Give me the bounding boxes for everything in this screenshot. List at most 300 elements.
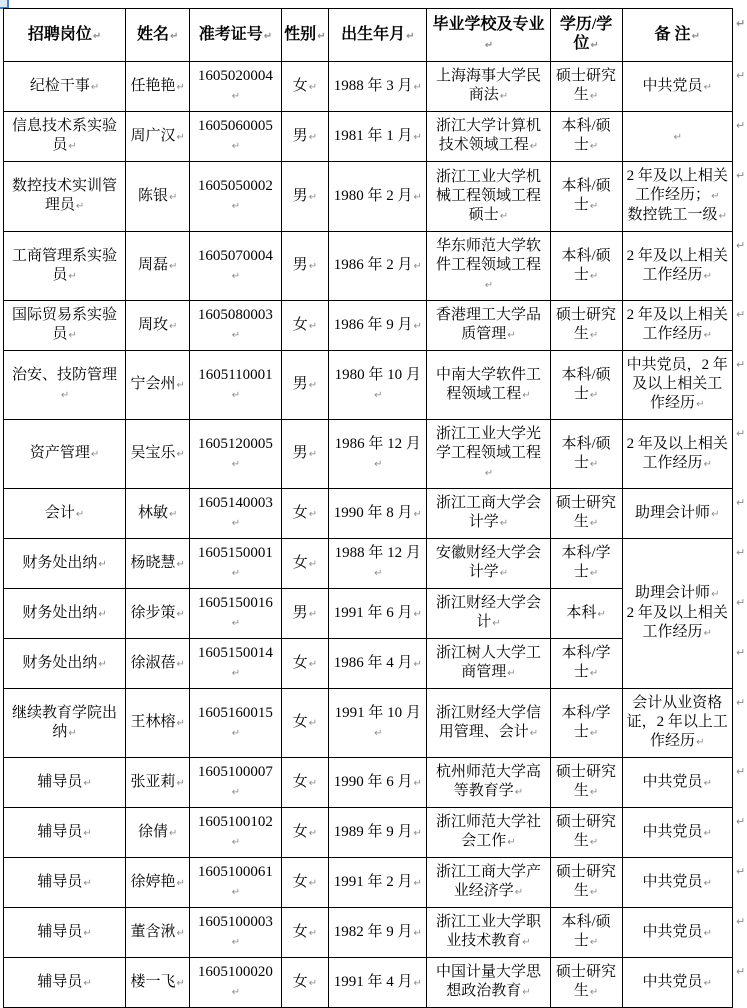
paragraph-mark: ↵ (308, 877, 318, 889)
row-end-mark: ↵ (735, 645, 746, 659)
row-end-mark: ↵ (735, 16, 746, 30)
paragraph-mark: ↵ (413, 261, 422, 272)
cell-ticket: 1605160015↵ (190, 689, 281, 758)
cell-birth: 1991 年 4 月↵ (329, 958, 427, 1008)
cell-ticket: 1605140003↵ (190, 489, 281, 539)
paragraph-mark: ↵ (308, 380, 318, 391)
cell-birth: 1990 年 8 月↵ (329, 489, 427, 539)
paragraph-mark: ↵ (308, 558, 318, 570)
paragraph-mark: ↵ (83, 877, 92, 889)
cell-gender: 女↵ (281, 639, 328, 689)
row-end-mark: ↵ (735, 545, 746, 559)
cell-note: 助理会计师↵ 2 年及以上相关工作经历↵ (622, 539, 732, 689)
paragraph-mark: ↵ (711, 191, 720, 202)
paragraph-mark: ↵ (374, 389, 383, 401)
cell-school: 浙江工商大学会计学↵ (427, 489, 550, 539)
cell-note: 2 年及以上相关工作经历↵ (622, 232, 732, 301)
cell-ticket: 1605150014↵ (190, 639, 281, 689)
cell-degree: 本科/硕士↵ (550, 112, 622, 162)
paragraph-mark: ↵ (168, 508, 178, 520)
column-header-7: 备 注↵ (622, 9, 732, 62)
cell-school: 浙江师范大学社会工作↵ (427, 808, 550, 858)
row-end-mark: ↵ (735, 68, 746, 82)
cell-degree: 硕士研究生↵ (550, 758, 622, 808)
paragraph-mark: ↵ (589, 987, 599, 998)
cell-ticket: 1605080003↵ (190, 301, 281, 351)
cell-note: 中共党员↵ (622, 908, 732, 958)
paragraph-mark: ↵ (589, 389, 599, 401)
paragraph-mark: ↵ (231, 141, 241, 152)
paragraph-mark: ↵ (413, 777, 422, 789)
cell-birth: 1981 年 1 月↵ (329, 112, 427, 162)
paragraph-mark: ↵ (168, 191, 178, 203)
cell-ticket: 1605050002↵ (190, 162, 281, 232)
column-header-3: 性别↵ (281, 9, 328, 62)
paragraph-mark: ↵ (413, 508, 422, 520)
cell-birth: 1989 年 9 月↵ (329, 808, 427, 858)
cell-name: 徐淑蓓↵ (126, 639, 190, 689)
cell-degree: 硕士研究生↵ (550, 808, 622, 858)
paragraph-mark: ↵ (231, 937, 241, 948)
cell-school: 中国计量大学思想政治教育↵ (427, 958, 550, 1008)
row-end-mark: ↵ (735, 168, 746, 182)
row-end-mark: ↵ (735, 238, 746, 252)
cell-degree: 硕士研究生↵ (550, 858, 622, 908)
cell-position: 财务处出纳↵ (4, 639, 126, 689)
cell-school: 上海海事大学民商法↵ (427, 62, 550, 112)
paragraph-mark: ↵ (499, 210, 509, 222)
paragraph-mark: ↵ (703, 977, 712, 989)
paragraph-mark: ↵ (176, 608, 185, 620)
paragraph-mark: ↵ (231, 618, 241, 629)
cell-position: 辅导员↵ (4, 808, 126, 858)
paragraph-mark: ↵ (413, 191, 422, 203)
paragraph-mark: ↵ (484, 40, 494, 51)
cell-name: 陈银↵ (126, 162, 190, 232)
cell-position: 信息技术系实验员↵ (4, 112, 126, 162)
paragraph-mark: ↵ (703, 330, 712, 341)
recruitment-table (3, 8, 747, 1008)
column-header-1: 姓名↵ (126, 9, 190, 62)
table-row (4, 232, 747, 301)
paragraph-mark: ↵ (711, 589, 720, 600)
row-end-mark: ↵ (735, 964, 746, 978)
paragraph-mark: ↵ (589, 887, 599, 898)
cell-gender: 男↵ (281, 232, 328, 301)
paragraph-mark: ↵ (413, 320, 422, 332)
cell-note: 中共党员↵ (622, 62, 732, 112)
paragraph-mark: ↵ (176, 777, 185, 789)
cell-name: 吴宝乐↵ (126, 420, 190, 489)
cell-school: 华东师范大学软件工程领域工程↵ (427, 232, 550, 301)
cell-note: 2 年及以上相关工作经历↵ (622, 420, 732, 489)
cell-note: 助理会计师↵ (622, 489, 732, 539)
cell-gender: 女↵ (281, 758, 328, 808)
cell-note (622, 112, 732, 162)
paragraph-mark: ↵ (231, 458, 241, 470)
cell-school: 浙江工业大学光学工程领域工程↵ (427, 420, 550, 489)
cell-birth: 1986 年 12 月↵ (329, 420, 427, 489)
cell-birth: 1980 年 10 月↵ (329, 351, 427, 420)
cell-position: 纪检干事↵ (4, 62, 126, 112)
cell-degree: 本科↵ (550, 589, 622, 639)
paragraph-mark: ↵ (499, 91, 509, 102)
paragraph-mark: ↵ (176, 449, 185, 460)
row-end-mark: ↵ (735, 307, 746, 321)
paragraph-mark: ↵ (374, 727, 383, 739)
paragraph-mark: ↵ (374, 458, 383, 470)
cell-birth: 1991 年 6 月↵ (329, 589, 427, 639)
paragraph-mark: ↵ (589, 727, 599, 739)
paragraph-mark: ↵ (711, 508, 720, 520)
cell-degree: 硕士研究生↵ (550, 62, 622, 112)
cell-gender: 女↵ (281, 808, 328, 858)
cell-name: 杨晓慧↵ (126, 539, 190, 589)
paragraph-mark: ↵ (231, 887, 241, 898)
table-row (4, 162, 747, 232)
cell-ticket: 1605100061↵ (190, 858, 281, 908)
paragraph-mark: ↵ (308, 191, 318, 203)
table-row (4, 112, 747, 162)
cell-school: 浙江财经大学信用管理、会计↵ (427, 689, 550, 758)
paragraph-mark: ↵ (522, 987, 531, 998)
cell-note: 2 年及以上相关工作经历；↵ 数控铣工一级↵ (622, 162, 732, 232)
cell-ticket: 1605150001↵ (190, 539, 281, 589)
paragraph-mark: ↵ (308, 81, 318, 93)
row-end-mark: ↵ (735, 357, 746, 371)
cell-school: 浙江工业大学机械工程领域工程硕士↵ (427, 162, 550, 232)
paragraph-mark: ↵ (406, 30, 415, 42)
cell-ticket: 1605100007↵ (190, 758, 281, 808)
row-end-mark: ↵ (735, 595, 746, 609)
cell-gender: 女↵ (281, 489, 328, 539)
row-end-mark: ↵ (735, 695, 746, 709)
cell-degree: 硕士研究生↵ (550, 301, 622, 351)
paragraph-mark: ↵ (231, 727, 241, 739)
cell-note: 中共党员↵ (622, 858, 732, 908)
paragraph-mark: ↵ (308, 320, 318, 332)
cell-name: 任艳艳↵ (126, 62, 190, 112)
paragraph-mark: ↵ (589, 330, 599, 341)
paragraph-mark: ↵ (529, 727, 539, 739)
paragraph-mark: ↵ (231, 787, 241, 798)
paragraph-mark: ↵ (169, 30, 179, 42)
paragraph-mark: ↵ (308, 449, 318, 460)
paragraph-mark: ↵ (68, 141, 77, 152)
table-row (4, 301, 747, 351)
paragraph-mark: ↵ (703, 927, 712, 939)
cell-birth: 1986 年 9 月↵ (329, 301, 427, 351)
cell-position: 会计↵ (4, 489, 126, 539)
paragraph-mark: ↵ (176, 977, 185, 989)
paragraph-mark: ↵ (308, 658, 318, 670)
paragraph-mark: ↵ (98, 558, 107, 570)
cell-name: 张亚莉↵ (126, 758, 190, 808)
row-end-mark: ↵ (735, 118, 746, 132)
cell-gender: 女↵ (281, 689, 328, 758)
cell-school: 浙江大学计算机技术领域工程↵ (427, 112, 550, 162)
paragraph-mark: ↵ (176, 81, 185, 93)
cell-birth: 1991 年 10 月↵ (329, 689, 427, 758)
table-body (4, 62, 747, 1008)
column-header-2: 准考证号↵ (190, 9, 281, 62)
paragraph-mark: ↵ (413, 927, 422, 939)
paragraph-mark: ↵ (703, 458, 712, 470)
cell-ticket: 1605100020↵ (190, 958, 281, 1008)
paragraph-mark: ↵ (68, 330, 77, 341)
cell-degree: 硕士研究生↵ (550, 489, 622, 539)
paragraph-mark: ↵ (92, 30, 102, 42)
paragraph-mark: ↵ (308, 718, 318, 729)
cell-name: 宁会州↵ (126, 351, 190, 420)
paragraph-mark: ↵ (231, 389, 241, 401)
table-row (4, 539, 747, 589)
paragraph-mark: ↵ (703, 81, 712, 93)
cell-school: 杭州师范大学高等教育学↵ (427, 758, 550, 808)
column-header-4: 出生年月↵ (329, 9, 427, 62)
cell-ticket: 1605020004↵ (190, 62, 281, 112)
cell-ticket: 1605100102↵ (190, 808, 281, 858)
row-end-mark: ↵ (735, 426, 746, 440)
paragraph-mark: ↵ (176, 658, 185, 670)
cell-ticket: 1605150016↵ (190, 589, 281, 639)
paragraph-mark: ↵ (168, 827, 178, 839)
cell-position: 辅导员↵ (4, 958, 126, 1008)
cell-degree: 本科/硕士↵ (550, 420, 622, 489)
cell-name: 徐倩↵ (126, 808, 190, 858)
cell-ticket: 1605110001↵ (190, 351, 281, 420)
cell-school: 香港理工大学品质管理↵ (427, 301, 550, 351)
paragraph-mark: ↵ (75, 508, 85, 520)
paragraph-mark: ↵ (176, 380, 185, 391)
paragraph-mark: ↵ (589, 91, 599, 102)
cell-position: 辅导员↵ (4, 858, 126, 908)
paragraph-mark: ↵ (231, 837, 241, 848)
cell-gender: 女↵ (281, 908, 328, 958)
paragraph-mark: ↵ (231, 568, 241, 579)
cell-name: 周广汉↵ (126, 112, 190, 162)
paragraph-mark: ↵ (718, 211, 727, 222)
paragraph-mark: ↵ (597, 608, 606, 620)
paragraph-mark: ↵ (484, 280, 494, 291)
paragraph-mark: ↵ (589, 837, 599, 848)
paragraph-mark: ↵ (308, 927, 318, 939)
paragraph-mark: ↵ (514, 887, 524, 898)
table-row (4, 858, 747, 908)
paragraph-mark: ↵ (176, 927, 185, 939)
cell-note: 中共党员，2 年及以上相关工作经历↵ (622, 351, 732, 420)
paragraph-mark: ↵ (98, 608, 107, 620)
paragraph-mark: ↵ (696, 737, 705, 748)
cell-school: 浙江工商大学产业经济学↵ (427, 858, 550, 908)
paragraph-mark: ↵ (68, 727, 77, 739)
column-header-5: 毕业学校及专业↵ (427, 9, 550, 62)
paragraph-mark: ↵ (492, 618, 501, 629)
paragraph-mark: ↵ (507, 668, 516, 679)
paragraph-mark: ↵ (413, 658, 422, 670)
paragraph-mark: ↵ (413, 977, 422, 989)
paragraph-mark: ↵ (522, 937, 531, 948)
cell-name: 徐婷艳↵ (126, 858, 190, 908)
cell-position: 辅导员↵ (4, 908, 126, 958)
paragraph-mark: ↵ (589, 458, 599, 470)
cell-ticket: 1605120005↵ (190, 420, 281, 489)
paragraph-mark: ↵ (168, 261, 178, 272)
paragraph-mark: ↵ (522, 389, 531, 401)
paragraph-mark: ↵ (98, 658, 107, 670)
cell-school: 安徽财经大学会计学↵ (427, 539, 550, 589)
cell-gender: 女↵ (281, 958, 328, 1008)
paragraph-mark: ↵ (703, 877, 712, 889)
cell-position: 财务处出纳↵ (4, 589, 126, 639)
table-row (4, 958, 747, 1008)
cell-degree: 硕士研究生↵ (550, 958, 622, 1008)
paragraph-mark: ↵ (413, 81, 422, 93)
paragraph-mark: ↵ (308, 977, 318, 989)
paragraph-mark: ↵ (589, 668, 599, 679)
paragraph-mark: ↵ (176, 718, 185, 729)
cell-gender: 女↵ (281, 301, 328, 351)
paragraph-mark: ↵ (176, 877, 185, 889)
table-row (4, 689, 747, 758)
cell-school: 中南大学软件工程领域工程↵ (427, 351, 550, 420)
cell-birth: 1988 年 12 月↵ (329, 539, 427, 589)
cell-degree: 本科/硕士↵ (550, 908, 622, 958)
paragraph-mark: ↵ (60, 389, 70, 401)
paragraph-mark: ↵ (703, 827, 712, 839)
paragraph-mark: ↵ (168, 320, 178, 332)
paragraph-mark: ↵ (590, 40, 599, 51)
paragraph-mark: ↵ (589, 787, 599, 798)
cell-birth: 1990 年 6 月↵ (329, 758, 427, 808)
cell-gender: 女↵ (281, 62, 328, 112)
paragraph-mark: ↵ (308, 777, 318, 789)
paragraph-mark: ↵ (231, 201, 241, 212)
paragraph-mark: ↵ (308, 508, 318, 520)
cell-degree: 本科/学士↵ (550, 639, 622, 689)
cell-birth: 1988 年 3 月↵ (329, 62, 427, 112)
cell-position: 工商管理系实验员↵ (4, 232, 126, 301)
table-row (4, 758, 747, 808)
paragraph-mark: ↵ (499, 518, 509, 529)
paragraph-mark: ↵ (231, 987, 241, 998)
row-end-mark: ↵ (735, 914, 746, 928)
paragraph-mark: ↵ (308, 131, 318, 143)
table-row (4, 808, 747, 858)
table-row (4, 908, 747, 958)
cell-position: 治安、技防管理↵ (4, 351, 126, 420)
table-row (4, 351, 747, 420)
cell-ticket: 1605100003↵ (190, 908, 281, 958)
paragraph-mark: ↵ (68, 270, 77, 282)
cell-gender: 男↵ (281, 112, 328, 162)
paragraph-mark: ↵ (703, 777, 712, 789)
paragraph-mark: ↵ (691, 30, 700, 42)
cell-gender: 男↵ (281, 589, 328, 639)
paragraph-mark: ↵ (589, 518, 599, 529)
table-row (4, 489, 747, 539)
cell-degree: 本科/学士↵ (550, 539, 622, 589)
cell-gender: 男↵ (281, 162, 328, 232)
cell-position: 辅导员↵ (4, 758, 126, 808)
cell-gender: 女↵ (281, 539, 328, 589)
cell-degree: 本科/硕士↵ (550, 162, 622, 232)
paragraph-mark: ↵ (514, 787, 524, 798)
cell-position: 财务处出纳↵ (4, 539, 126, 589)
row-end-mark: ↵ (735, 814, 746, 828)
cell-degree: 本科/学士↵ (550, 689, 622, 758)
cell-name: 林敏↵ (126, 489, 190, 539)
cell-birth: 1982 年 9 月↵ (329, 908, 427, 958)
paragraph-mark: ↵ (589, 141, 599, 152)
paragraph-mark: ↵ (589, 201, 599, 212)
paragraph-mark: ↵ (413, 131, 422, 143)
cell-name: 周磊↵ (126, 232, 190, 301)
table-row (4, 420, 747, 489)
cell-name: 周玫↵ (126, 301, 190, 351)
cell-gender: 男↵ (281, 351, 328, 420)
paragraph-mark: ↵ (696, 399, 705, 410)
paragraph-mark: ↵ (263, 30, 273, 42)
paragraph-mark: ↵ (231, 270, 241, 282)
paragraph-mark: ↵ (90, 81, 100, 93)
cell-school: 浙江树人大学工商管理↵ (427, 639, 550, 689)
paragraph-mark: ↵ (83, 827, 92, 839)
cell-position: 数控技术实训管理员↵ (4, 162, 126, 232)
cell-note: 2 年及以上相关工作经历↵ (622, 301, 732, 351)
paragraph-mark: ↵ (231, 518, 241, 529)
row-end-mark: ↵ (735, 495, 746, 509)
paragraph-mark: ↵ (413, 877, 422, 889)
paragraph-mark: ↵ (317, 30, 326, 42)
paragraph-mark: ↵ (90, 449, 100, 460)
cell-birth: 1980 年 2 月↵ (329, 162, 427, 232)
paragraph-mark: ↵ (703, 270, 712, 282)
paragraph-mark: ↵ (529, 141, 539, 152)
paragraph-mark: ↵ (176, 131, 185, 143)
cell-birth: 1986 年 4 月↵ (329, 639, 427, 689)
paragraph-mark: ↵ (83, 927, 92, 939)
paragraph-mark: ↵ (231, 668, 241, 679)
paragraph-mark: ↵ (507, 837, 516, 848)
cell-note: 中共党员↵ (622, 958, 732, 1008)
paragraph-mark: ↵ (231, 91, 241, 102)
cell-note: 会计从业资格证，2 年以上工作经历↵ (622, 689, 732, 758)
paragraph-mark: ↵ (703, 628, 712, 639)
paragraph-mark: ↵ (589, 937, 599, 948)
cell-name: 楼一飞↵ (126, 958, 190, 1008)
paragraph-mark: ↵ (484, 468, 494, 479)
cell-birth: 1986 年 2 月↵ (329, 232, 427, 301)
cell-gender: 男↵ (281, 420, 328, 489)
cell-school: 浙江财经大学会计↵ (427, 589, 550, 639)
paragraph-mark: ↵ (374, 568, 383, 579)
paragraph-mark: ↵ (308, 827, 318, 839)
paragraph-mark: ↵ (83, 777, 92, 789)
cell-ticket: 1605060005↵ (190, 112, 281, 162)
cell-name: 董含湫↵ (126, 908, 190, 958)
paragraph-mark: ↵ (589, 568, 599, 579)
cell-degree: 本科/硕士↵ (550, 232, 622, 301)
table-row (4, 62, 747, 112)
paragraph-mark: ↵ (83, 977, 92, 989)
header-row (4, 9, 747, 62)
cell-note: 中共党员↵ (622, 758, 732, 808)
cell-school: 浙江工业大学职业技术教育↵ (427, 908, 550, 958)
cell-position: 继续教育学院出纳↵ (4, 689, 126, 758)
paragraph-mark: ↵ (507, 330, 516, 341)
paragraph-mark: ↵ (673, 131, 682, 143)
